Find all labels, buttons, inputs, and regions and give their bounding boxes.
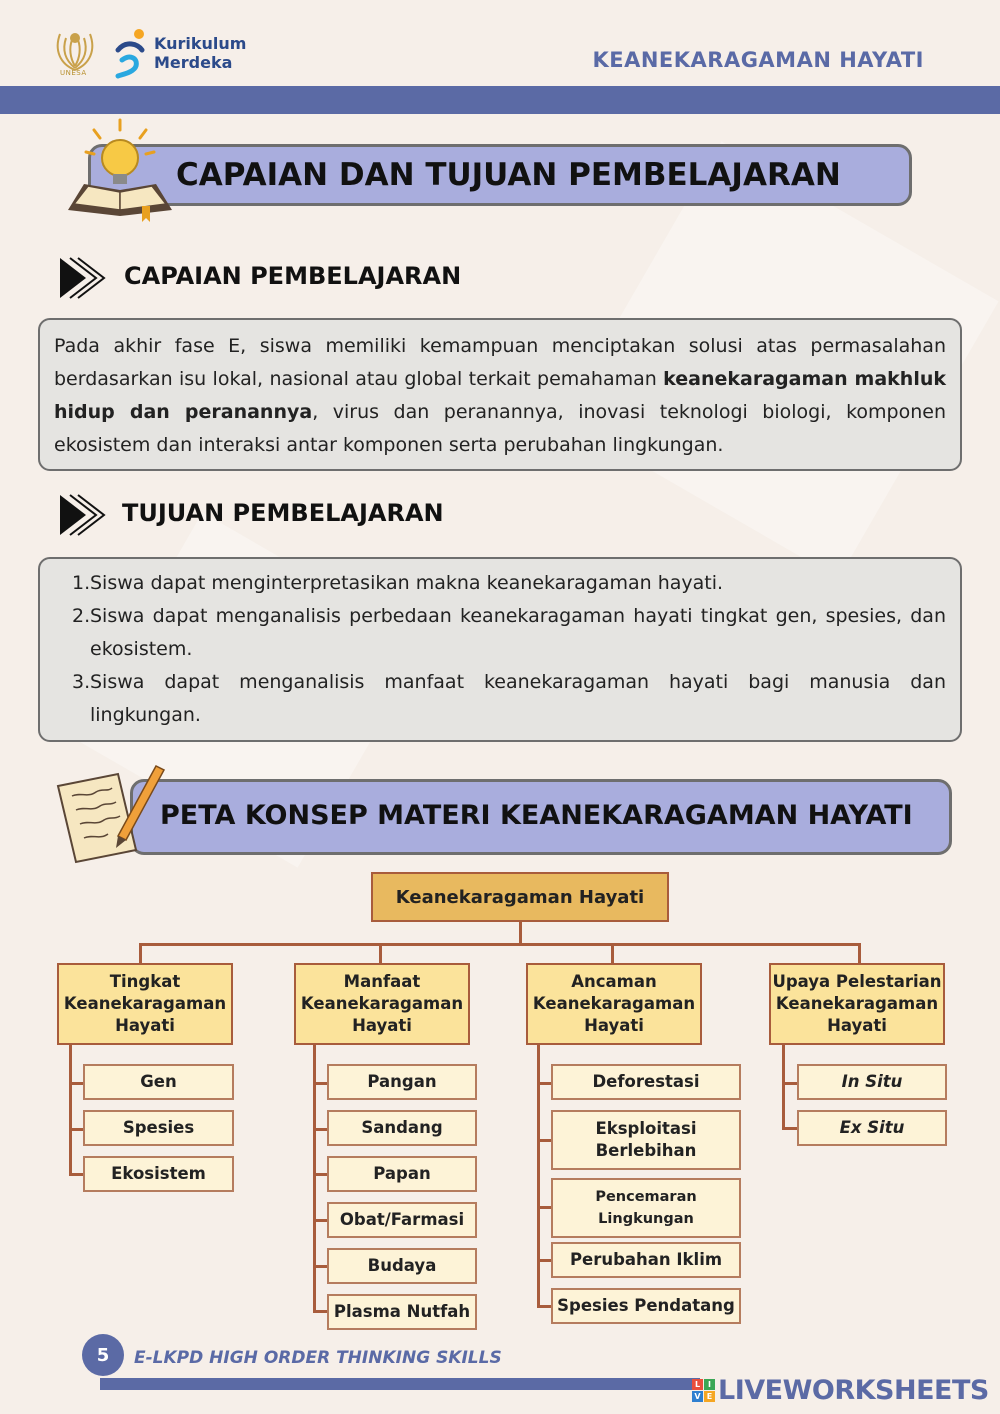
liveworksheets-brand[interactable] xyxy=(692,1374,989,1406)
triple-arrow-icon xyxy=(58,256,108,300)
list-text: Siswa dapat menginterpretasikan makna keanekaragaman hayati. xyxy=(90,572,724,594)
brand-letter: V xyxy=(692,1391,703,1402)
footer-text: E-LKPD HIGH ORDER THINKING SKILLS xyxy=(134,1348,502,1368)
list-item xyxy=(54,600,946,666)
connector xyxy=(313,1045,316,1313)
concept-item: Spesies Pendatang xyxy=(551,1288,741,1324)
unesa-label: UNESA xyxy=(60,69,87,77)
tujuan-list xyxy=(54,567,946,732)
connector xyxy=(313,1265,327,1268)
concept-item: Plasma Nutfah xyxy=(327,1294,477,1330)
connector xyxy=(313,1219,327,1222)
triple-arrow-icon xyxy=(58,493,108,537)
concept-item: Ex Situ xyxy=(797,1110,947,1146)
footer-bar xyxy=(100,1378,700,1390)
concept-item: Papan xyxy=(327,1156,477,1192)
list-item xyxy=(54,666,946,732)
capaian-text-2: , virus dan peranannya, inovasi teknologi biologi, komponen ekosistem dan interaksi antar komponen serta perubahan lingkungan. xyxy=(54,401,946,456)
concept-root: Keanekaragaman Hayati xyxy=(371,872,669,922)
concept-item: Gen xyxy=(83,1064,234,1100)
connector xyxy=(139,943,142,964)
capaian-paragraph xyxy=(54,330,946,462)
logo-line-1: Kurikulum xyxy=(154,34,247,53)
connector xyxy=(69,1173,83,1176)
page-number: 5 xyxy=(82,1334,124,1376)
connector xyxy=(537,1206,551,1209)
concept-category: Tingkat Keanekaragaman Hayati xyxy=(57,963,233,1045)
book-lightbulb-icon xyxy=(64,118,176,226)
tujuan-heading: TUJUAN PEMBELAJARAN xyxy=(122,499,444,527)
brand-letter: E xyxy=(704,1391,715,1402)
liveworksheets-label: LIVEWORKSHEETS xyxy=(718,1374,989,1406)
concept-item: Deforestasi xyxy=(551,1064,741,1100)
section-title-peta-konsep: PETA KONSEP MATERI KEANEKARAGAMAN HAYATI xyxy=(160,800,913,831)
concept-item: In Situ xyxy=(797,1064,947,1100)
paper-pen-icon xyxy=(52,756,168,864)
list-text: Siswa dapat menganalisis perbedaan keanekaragaman hayati tingkat gen, spesies, dan ekosistem. xyxy=(90,605,946,660)
concept-category: Upaya Pelestarian Keanekaragaman Hayati xyxy=(769,963,945,1045)
connector xyxy=(313,1310,327,1313)
list-number: 1. xyxy=(72,572,91,594)
connector xyxy=(379,943,382,964)
capaian-textbox xyxy=(38,318,962,471)
connector xyxy=(537,1139,551,1142)
capaian-text-bold: keanekaragaman makhluk hidup dan peranannya xyxy=(54,368,946,423)
connector xyxy=(537,1305,551,1308)
concept-item: Budaya xyxy=(327,1248,477,1284)
connector xyxy=(69,1045,72,1175)
list-number: 2. xyxy=(72,605,91,627)
concept-item: Sandang xyxy=(327,1110,477,1146)
page-header xyxy=(0,0,1000,86)
tujuan-textbox xyxy=(38,557,962,742)
concept-item: Ekosistem xyxy=(83,1156,234,1192)
liveworksheets-logo-icon xyxy=(692,1379,715,1402)
connector xyxy=(313,1173,327,1176)
connector xyxy=(537,1259,551,1262)
kurikulum-merdeka-label xyxy=(154,34,246,72)
list-item xyxy=(54,567,946,600)
concept-item: Pangan xyxy=(327,1064,477,1100)
connector xyxy=(858,943,861,964)
brand-letter: I xyxy=(704,1379,715,1390)
concept-item: Eksploitasi Berlebihan xyxy=(551,1110,741,1170)
connector xyxy=(782,1127,797,1130)
connector xyxy=(537,1082,551,1085)
connector xyxy=(782,1045,785,1129)
concept-item: Perubahan Iklim xyxy=(551,1242,741,1278)
kurikulum-merdeka-logo-icon xyxy=(112,28,152,80)
list-number: 3. xyxy=(72,671,91,693)
section-title-capaian: CAPAIAN DAN TUJUAN PEMBELAJARAN xyxy=(176,157,841,193)
logo-line-2: Merdeka xyxy=(154,53,233,72)
capaian-text-1: Pada akhir fase E, siswa memiliki kemampuan menciptakan solusi atas permasalahan berdasarkan isu lokal, nasional atau global terkait pemahaman xyxy=(54,335,946,390)
connector xyxy=(611,943,614,964)
concept-item: Pencemaran Lingkungan xyxy=(551,1178,741,1238)
header-title: KEANEKARAGAMAN HAYATI xyxy=(592,48,924,72)
connector xyxy=(313,1128,327,1131)
list-text: Siswa dapat menganalisis manfaat keanekaragaman hayati bagi manusia dan lingkungan. xyxy=(90,671,946,726)
concept-item: Obat/Farmasi xyxy=(327,1202,477,1238)
connector xyxy=(313,1082,327,1085)
connector xyxy=(69,1082,83,1085)
connector xyxy=(69,1128,83,1131)
connector xyxy=(782,1082,797,1085)
header-bar xyxy=(0,86,1000,114)
connector xyxy=(139,943,861,946)
connector xyxy=(519,922,522,944)
brand-letter: L xyxy=(692,1379,703,1390)
concept-item: Spesies xyxy=(83,1110,234,1146)
capaian-heading: CAPAIAN PEMBELAJARAN xyxy=(124,262,462,290)
concept-category: Ancaman Keanekaragaman Hayati xyxy=(526,963,702,1045)
concept-category: Manfaat Keanekaragaman Hayati xyxy=(294,963,470,1045)
